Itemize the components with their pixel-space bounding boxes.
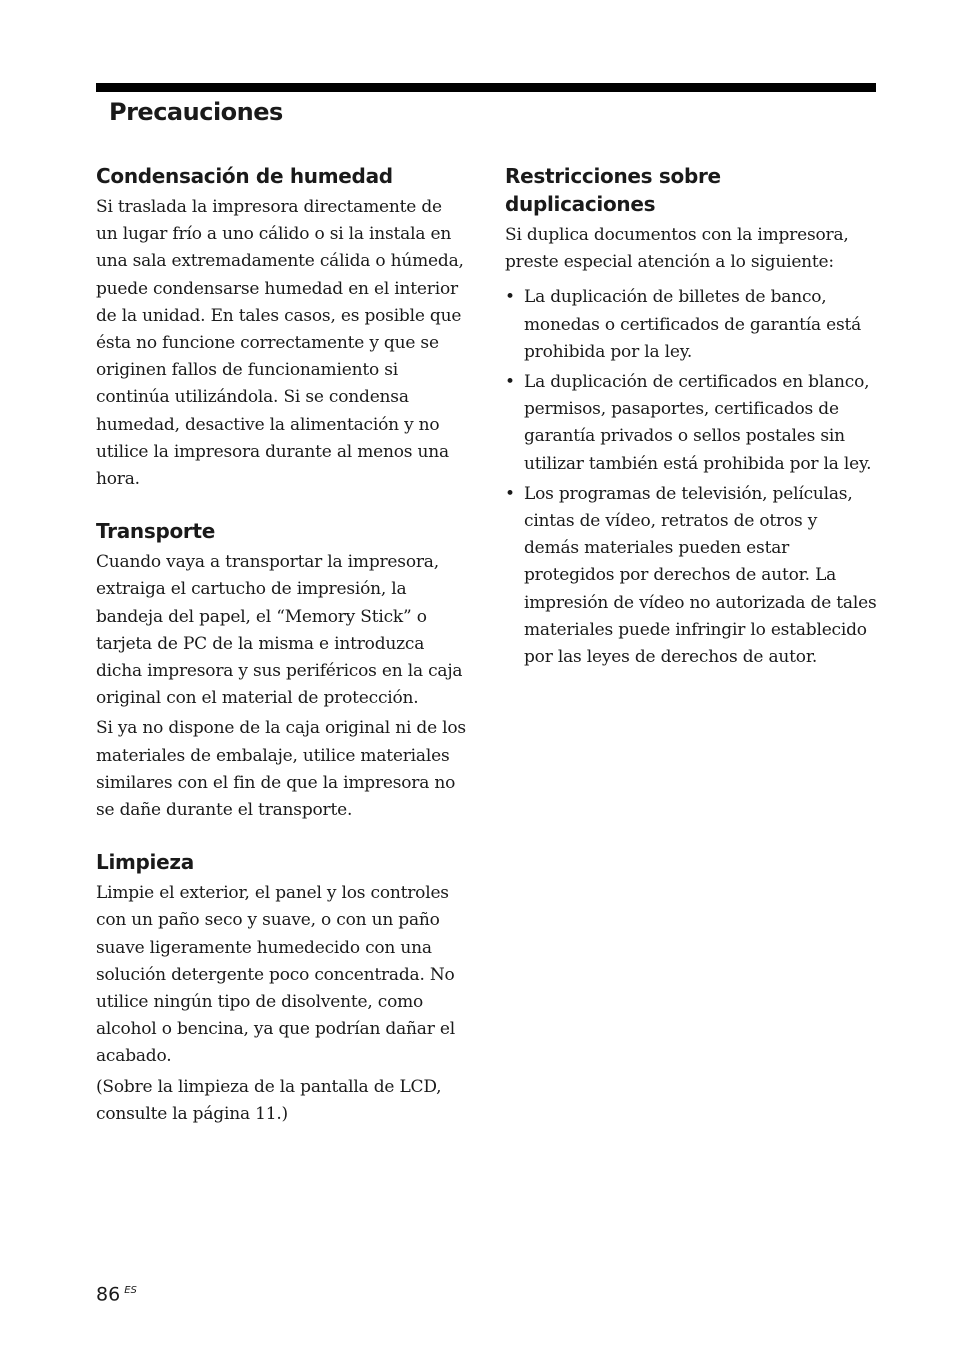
- list-item-text: La duplicación de billetes de banco, monedas o certificados de garantía está prohibida por la ley.: [524, 287, 862, 362]
- section-heading-restricciones: Restricciones sobre duplicaciones: [505, 164, 721, 216]
- page-title: Precauciones: [109, 98, 283, 126]
- list-item: [505, 481, 877, 671]
- bullet-icon: •: [505, 483, 515, 504]
- paragraph-transporte-1: Cuando vaya a transportar la impresora, extraiga el cartucho de impresión, la bandeja del papel, el “Memory Stick” o tarjeta de PC de la misma e introduzca dicha impresora y sus periféricos en la caja original con el material de protección.: [96, 552, 463, 709]
- bullet-icon: •: [505, 287, 515, 308]
- paragraph-limpieza-1: Limpie el exterior, el panel y los controles con un paño seco y suave, o con un paño suave ligeramente humedecido con una solución detergente poco concentrada. No utilice ningún tipo de disolvente, como alcohol o bencina, ya que podrían dañar el acabado.: [96, 883, 455, 1067]
- language-code: ES: [124, 1285, 137, 1296]
- bullet-icon: •: [505, 372, 515, 393]
- paragraph-transporte-2: Si ya no dispone de la caja original ni de los materiales de embalaje, utilice materiales similares con el fin de que la impresora no se dañe durante el transporte.: [96, 718, 466, 821]
- left-column: [96, 162, 468, 1152]
- section-restricciones: [505, 162, 877, 671]
- list-item: [505, 369, 877, 478]
- page-footer: [96, 1277, 137, 1308]
- section-heading-condensacion: Condensación de humedad: [96, 164, 393, 188]
- list-item: [505, 284, 877, 366]
- section-condensacion: [96, 162, 468, 493]
- paragraph-restricciones-intro: Si duplica documentos con la impresora, preste especial atención a lo siguiente:: [505, 225, 849, 273]
- paragraph-limpieza-2: (Sobre la limpieza de la pantalla de LCD, consulte la página 11.): [96, 1076, 442, 1124]
- list-item-text: Los programas de televisión, películas, cintas de vídeo, retratos de otros y demás materiales pueden estar protegidos por derechos de autor. La impresión de vídeo no autorizada de tales materiales puede infringir lo establecido por las leyes de derechos de autor.: [524, 483, 877, 668]
- list-item-text: La duplicación de certificados en blanco, permisos, pasaportes, certificados de garantía privados o sellos postales sin utilizar también está prohibida por la ley.: [524, 372, 872, 474]
- section-heading-transporte: Transporte: [96, 519, 215, 544]
- section-heading-limpieza: Limpieza: [96, 850, 194, 875]
- restricciones-bullet-list: [505, 284, 877, 671]
- header-rule: [96, 83, 876, 92]
- section-transporte: [96, 517, 468, 824]
- page-number: 86: [96, 1283, 121, 1306]
- right-column: [505, 162, 877, 695]
- section-limpieza: [96, 848, 468, 1128]
- paragraph-condensacion-1: Si traslada la impresora directamente de un lugar frío a uno cálido o si la instala en una sala extremadamente cálida o húmeda, puede condensarse humedad en el interior de la unidad. En tales casos, es posible que ésta no funcione correctamente y que se originen fallos de funcionamiento si continúa utilizándola. Si se condensa humedad, desactive la alimentación y no utilice la impresora durante al menos una hora.: [96, 197, 464, 490]
